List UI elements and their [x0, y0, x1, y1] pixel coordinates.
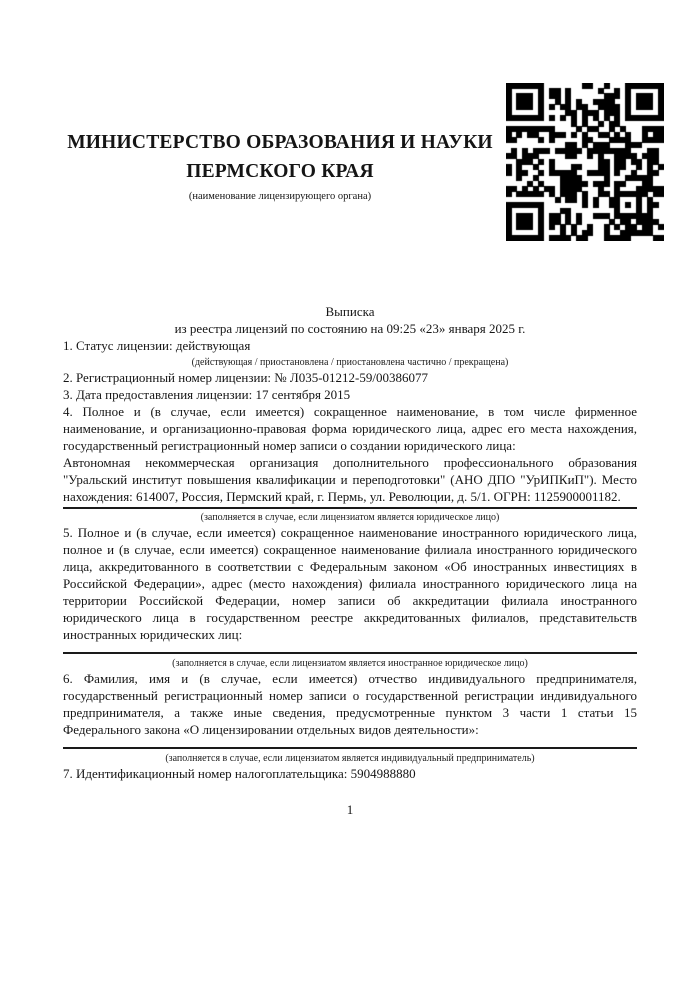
page-number: 1 [346, 802, 354, 817]
item-license-status: 1. Статус лицензии: действующая [63, 338, 251, 353]
ministry-name-line2: ПЕРМСКОГО КРАЯ [186, 161, 374, 182]
individual-entrepreneur-note: (заполняется в случае, если лицензиатом является индивидуальный предприниматель) [165, 753, 535, 764]
item-legal-entity-label: 4. Полное и (в случае, если имеется) сокращенное наименование, в том числе фирменное наименование, и организационно-правовая форма юридического лица, адрес его места нахождения, государственный регистрационный номер записи о создании юридического лица: [63, 404, 637, 453]
item-individual-entrepreneur-label: 6. Фамилия, имя и (в случае, если имеется) отчество индивидуального предпринимателя, государственный регистрационный номер записи о государственной регистрации индивидуального предпринимателя, а также иные сведения, предусмотренные пунктом 3 части 1 статьи 15 Федерального закона «О лицензировании отдельных видов деятельности»: [63, 671, 637, 737]
document-body [63, 0, 637, 818]
item-legal-entity-value: Автономная некоммерческая организация дополнительного профессионального образования "Уральский институт повышения квалификации и переподготовки" (АНО ДПО "УрИПКиП"). Место нахождения: 614007, Россия, Пермский край, г. Пермь, ул. Революции, д. 5/1. ОГРН: 1125900001182. [63, 455, 637, 504]
item-grant-date: 3. Дата предоставления лицензии: 17 сентября 2015 [63, 387, 351, 402]
document-title-line2: из реестра лицензий по состоянию на 09:25 «23» января 2025 г. [174, 321, 526, 336]
item-registration-number: 2. Регистрационный номер лицензии: № Л035-01212-59/00386077 [63, 370, 429, 385]
licensing-authority-note: (наименование лицензирующего органа) [188, 191, 372, 202]
license-status-options-note: (действующая / приостановлена / приостановлена частично / прекращена) [191, 357, 509, 368]
document-title-line1: Выписка [325, 304, 375, 319]
item-taxpayer-number: 7. Идентификационный номер налогоплательщика: 5904988880 [63, 766, 416, 781]
item-foreign-entity-label: 5. Полное и (в случае, если имеется) сокращенное наименование иностранного юридического лица, полное и (в случае, если имеется) сокращенное наименование филиала иностранного юридического лица, аккредитованного в соответствии с Федеральным законом «Об иностранных инвестициях в Российской Федерации», адрес (место нахождения) филиала иностранного юридического лица на территории Российской Федерации, номер записи об аккредитации филиала иностранного юридического лица в государственном реестре аккредитованных филиалов, представительств иностранных юридических лиц: [63, 525, 637, 642]
fill-line-legal-entity [63, 507, 637, 509]
fill-line-individual-entrepreneur [63, 747, 637, 749]
fill-line-foreign-entity [63, 652, 637, 654]
document-title [63, 303, 637, 337]
foreign-entity-note: (заполняется в случае, если лицензиатом является иностранное юридическое лицо) [172, 658, 528, 669]
legal-entity-note: (заполняется в случае, если лицензиатом является юридическое лицо) [200, 512, 500, 523]
ministry-name-line1: МИНИСТЕРСТВО ОБРАЗОВАНИЯ И НАУКИ [67, 132, 493, 153]
